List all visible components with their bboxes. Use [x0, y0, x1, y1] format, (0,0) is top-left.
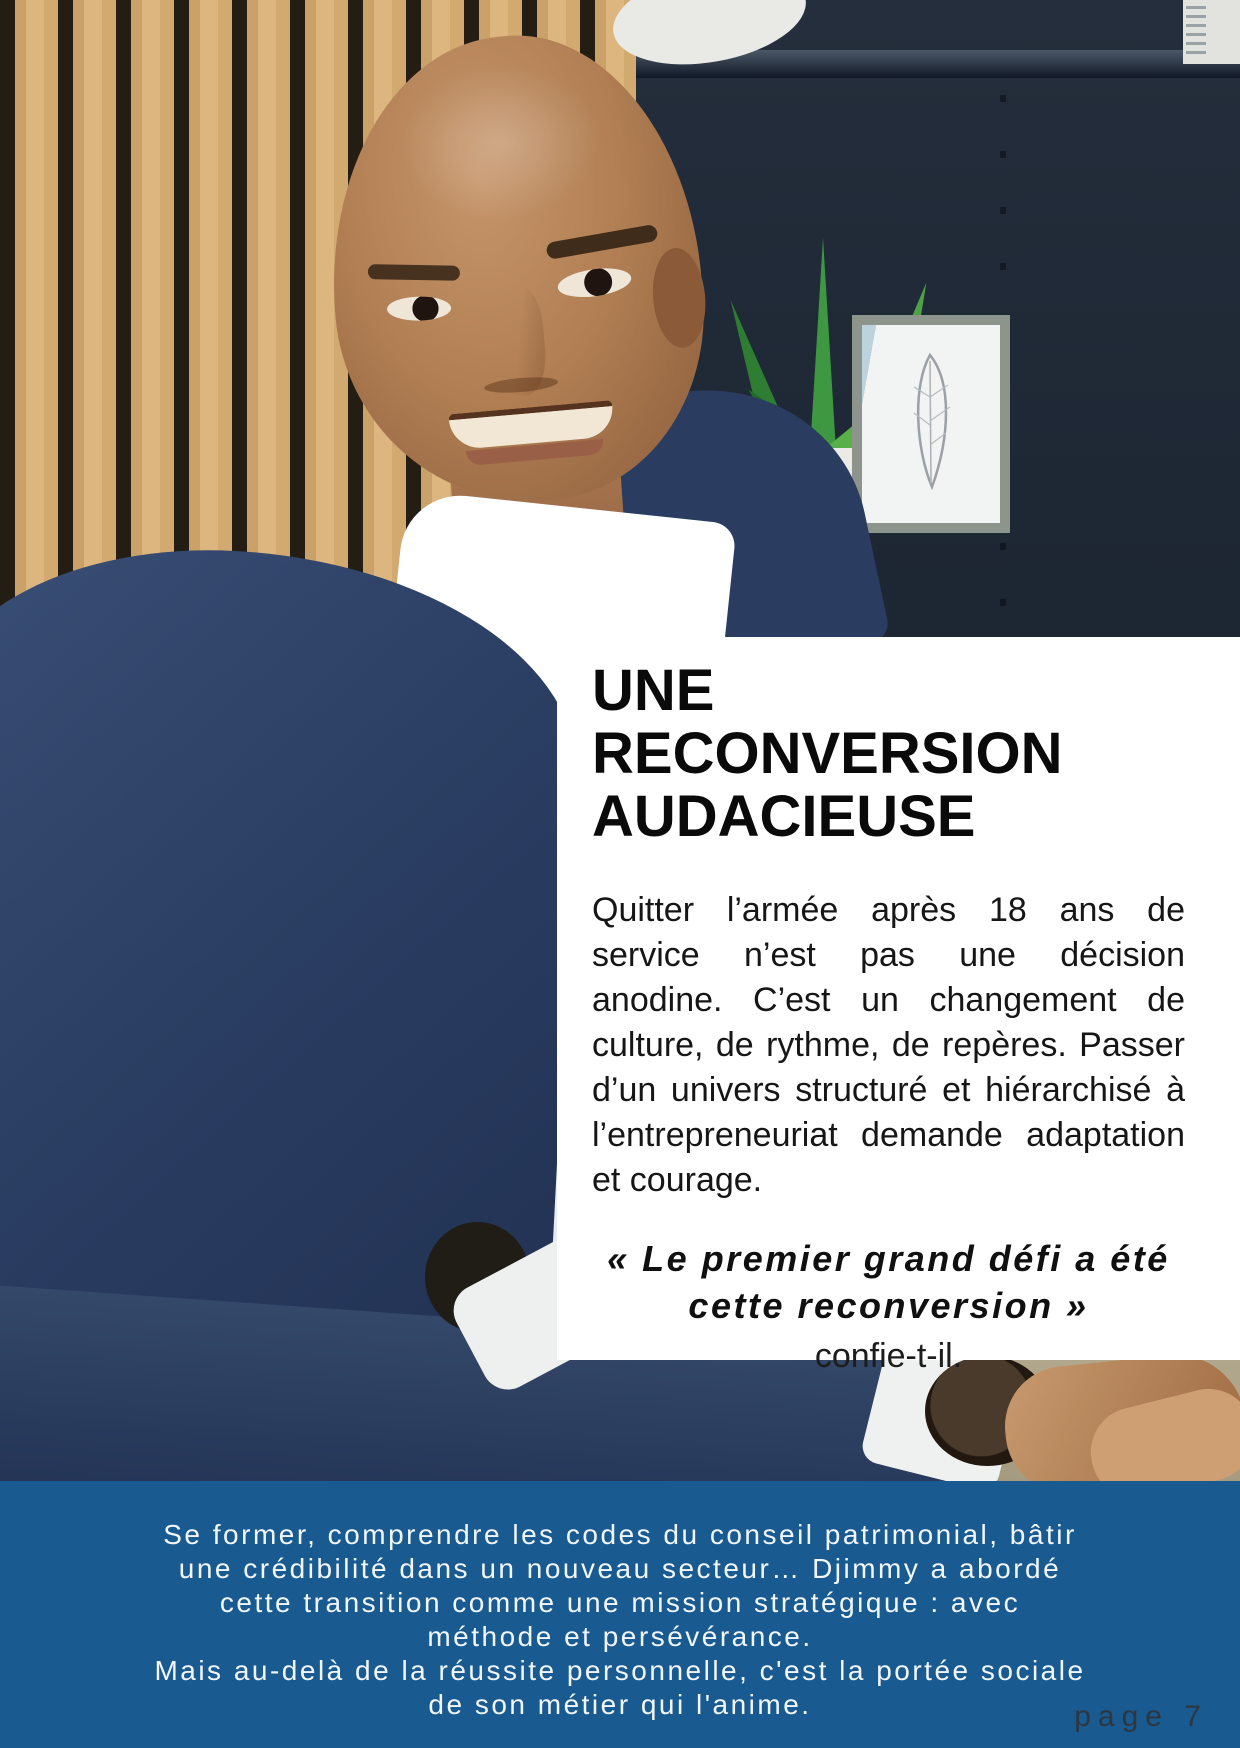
frame-artwork	[880, 337, 980, 507]
quote-attribution: confie-t-il.	[814, 1337, 963, 1375]
article-title-line1: UNE RECONVERSION	[592, 658, 1063, 786]
forehead-highlight	[395, 56, 608, 228]
page-number: page 7	[1074, 1700, 1208, 1733]
picture-frame	[852, 315, 1010, 533]
eyebrow	[368, 264, 460, 281]
article-title	[592, 659, 1185, 848]
footer-line: Mais au-delà de la réussite personnelle, c'est la portée sociale	[154, 1655, 1086, 1686]
article-body: Quitter l’armée après 18 ans de service n’est pas une décision anodine. C’est un changement de culture, de rythme, de repères. Passer d’un univers structuré et hiérarchisé à l’entrepreneuriat demande adaptation et courage.	[592, 891, 1185, 1199]
pull-quote: « Le premier grand défi a été cette reconversion »	[607, 1238, 1170, 1326]
eye	[556, 264, 633, 301]
footer-line: de son métier qui l'anime.	[428, 1689, 812, 1720]
footer-line: Se former, comprendre les codes du conseil patrimonial, bâtir	[163, 1519, 1077, 1550]
footer-line: cette transition comme une mission stratégique : avec	[219, 1587, 1021, 1618]
article-textbox	[557, 637, 1240, 1375]
footer-line: une crédibilité dans un nouveau secteur… Djimmy a abordé	[178, 1553, 1062, 1584]
article-title-line2: AUDACIEUSE	[592, 784, 976, 849]
appliance-grill	[1186, 6, 1206, 56]
footer-line: méthode et persévérance.	[427, 1621, 813, 1652]
eye	[387, 296, 451, 321]
footer-text	[0, 1518, 1240, 1722]
footer-band	[0, 1481, 1240, 1748]
eyebrow	[545, 224, 658, 260]
